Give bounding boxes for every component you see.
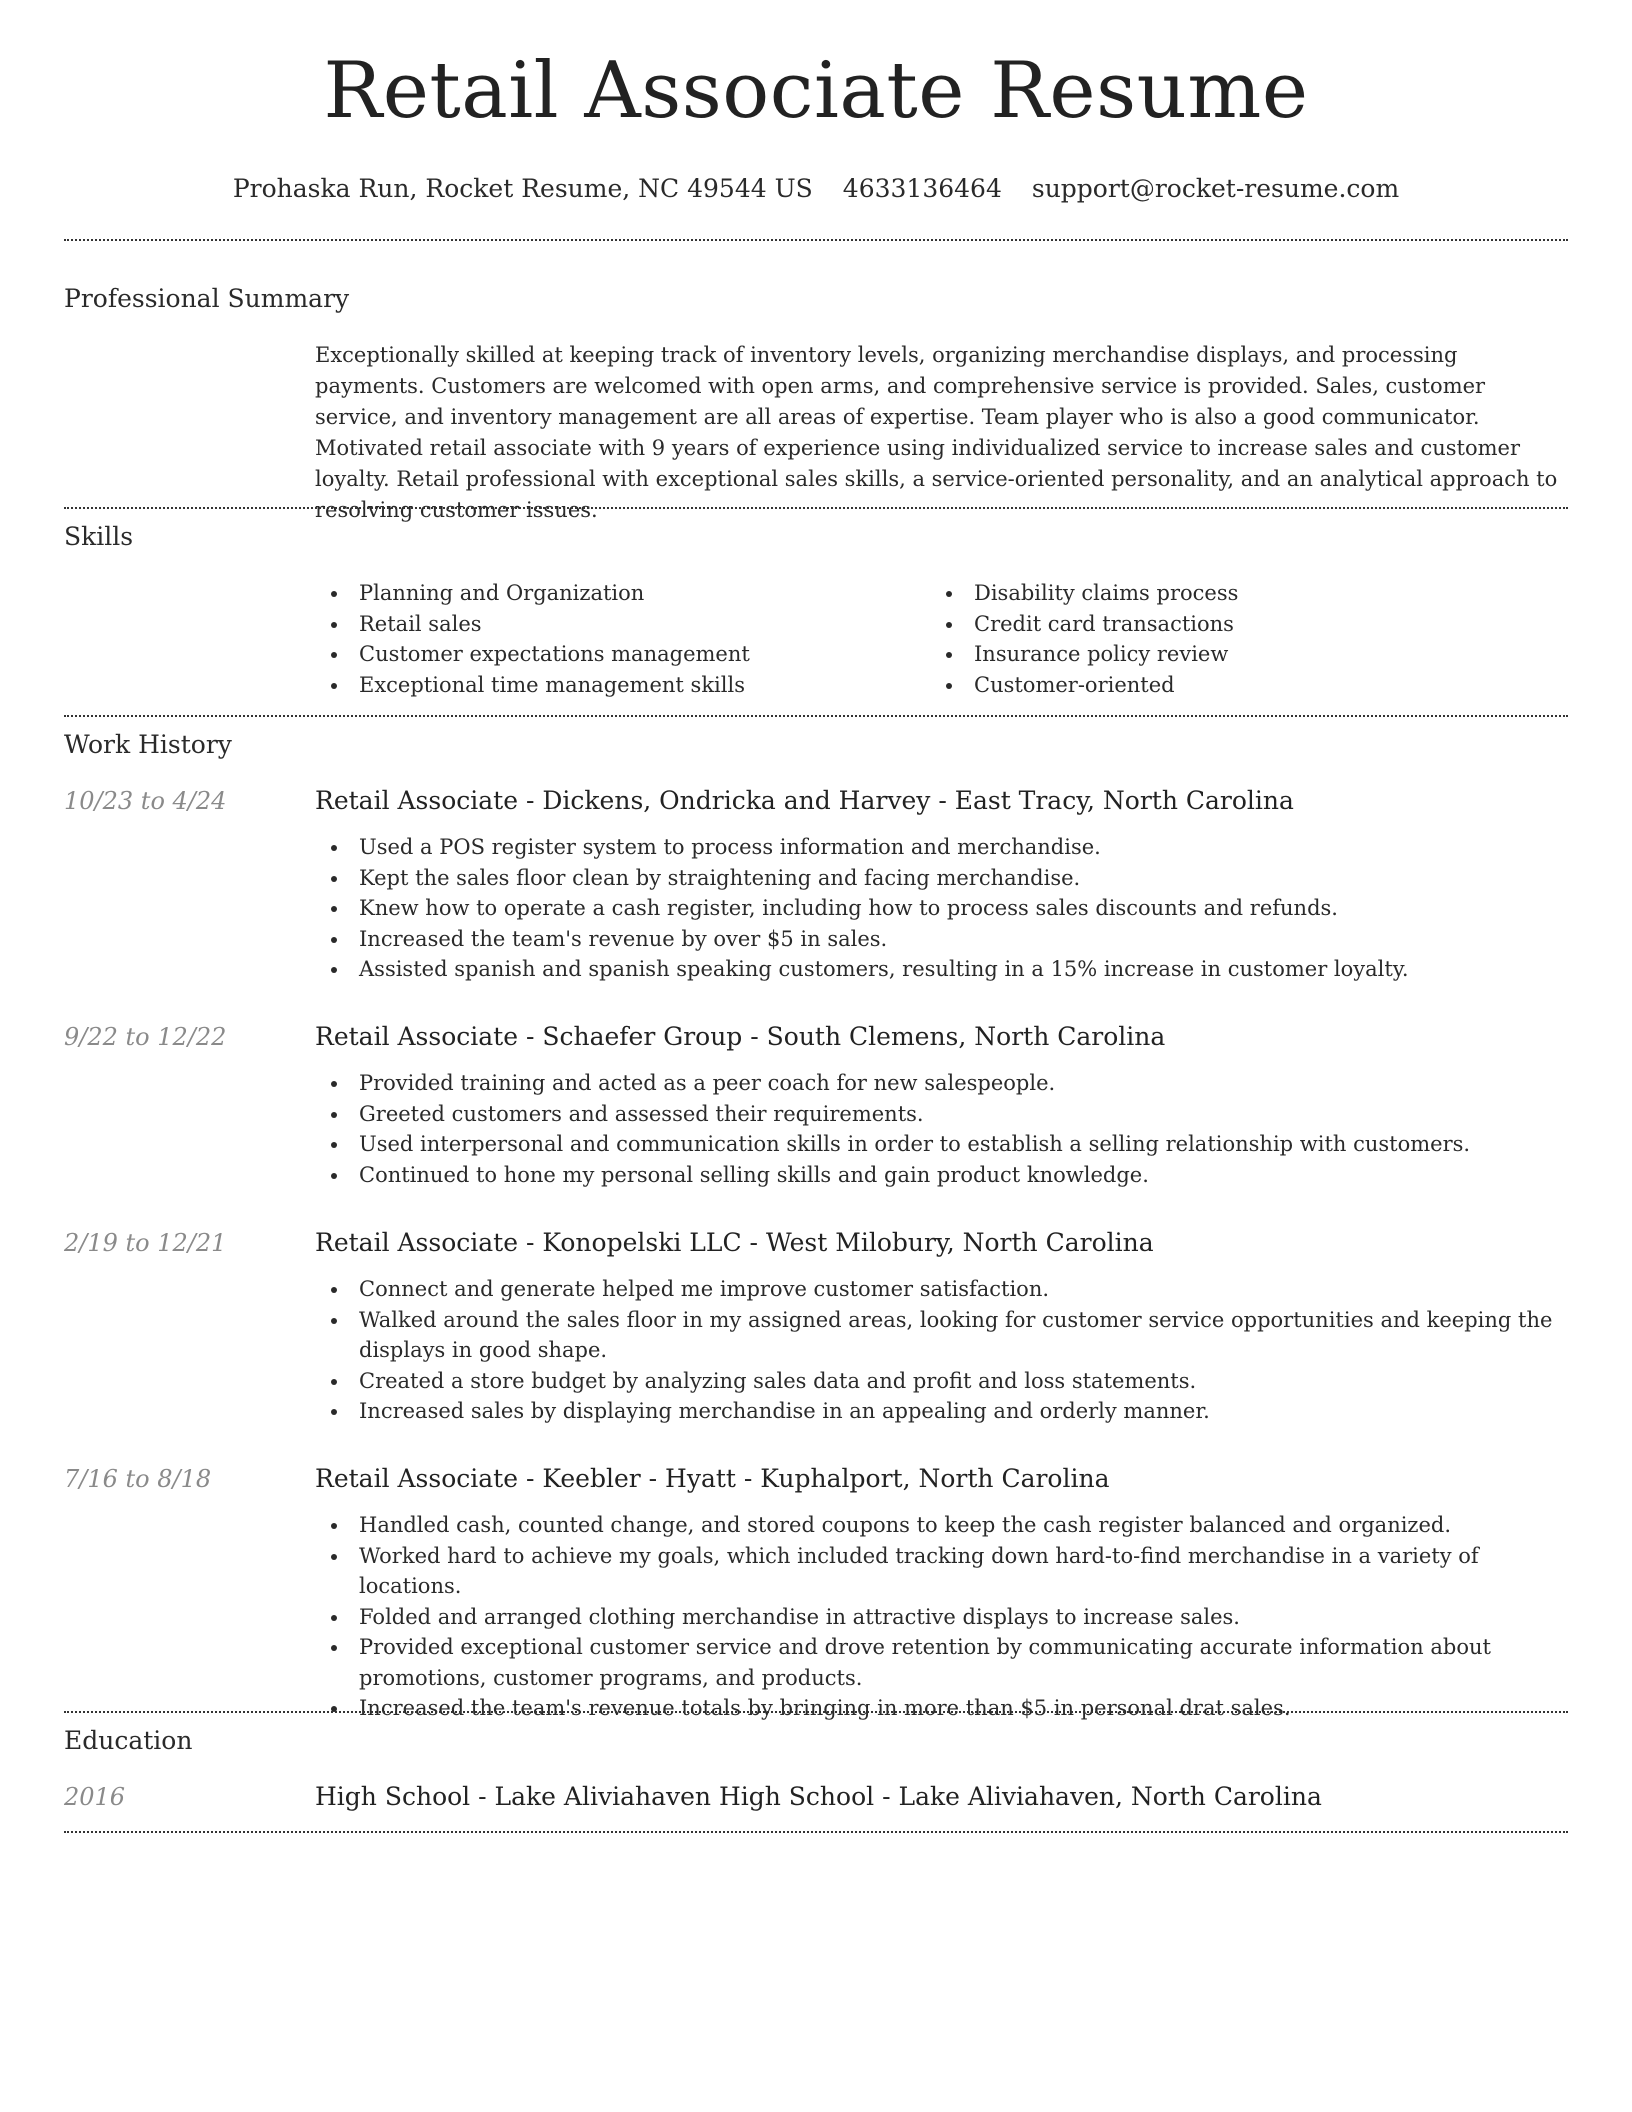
contact-phone: 4633136464	[842, 174, 1002, 203]
contact-address: Prohaska Run, Rocket Resume, NC 49544 US	[232, 174, 813, 203]
skill-item: Retail sales	[315, 609, 930, 640]
job-bullet: Greeted customers and assessed their requirements.	[315, 1099, 1568, 1130]
job-bullet: Assisted spanish and spanish speaking customers, resulting in a 15% increase in customer loyalty.	[315, 954, 1568, 985]
job-bullet: Continued to hone my personal selling skills and gain product knowledge.	[315, 1160, 1568, 1191]
job-title: Retail Associate - Konopelski LLC - West Milobury, North Carolina	[315, 1228, 1154, 1257]
job-dates: 9/22 to 12/22	[64, 1023, 227, 1051]
job-bullets	[315, 832, 1568, 985]
education-entry	[315, 1780, 1568, 1828]
job-title: Retail Associate - Keebler - Hyatt - Kuphalport, North Carolina	[315, 1464, 1110, 1493]
job-bullet: Used a POS register system to process information and merchandise.	[315, 832, 1568, 863]
summary-text: Exceptionally skilled at keeping track of inventory levels, organizing merchandise displays, and processing payments. Customers are welcomed with open arms, and comprehensive service is provided. Sales, customer service, and inventory management are all areas of expertise. Team player who is also a good communicator. Motivated retail associate with 9 years of experience using individualized service to increase sales and customer loyalty. Retail professional with exceptional sales skills, a service-oriented personality, and an analytical approach to resolving customer issues.	[315, 343, 1558, 522]
job-bullet: Provided training and acted as a peer coach for new salespeople.	[315, 1068, 1568, 1099]
resume-title: Retail Associate Resume	[323, 46, 1309, 136]
divider	[64, 507, 1568, 509]
job-entry	[315, 784, 1568, 985]
job-bullet: Knew how to operate a cash register, including how to process sales discounts and refunds.	[315, 893, 1568, 924]
divider	[64, 239, 1568, 241]
education-date: 2016	[64, 1783, 126, 1811]
section-heading-skills: Skills	[64, 522, 134, 551]
skill-item: Insurance policy review	[930, 639, 1545, 670]
job-bullet: Handled cash, counted change, and stored coupons to keep the cash register balanced and organized.	[315, 1510, 1568, 1541]
divider	[64, 715, 1568, 717]
job-bullet: Increased the team's revenue totals by bringing in more than $5 in personal drat sales.	[315, 1693, 1568, 1724]
section-heading-work-history: Work History	[64, 730, 232, 759]
education-title: High School - Lake Aliviahaven High School - Lake Aliviahaven, North Carolina	[315, 1782, 1322, 1811]
skill-item: Customer expectations management	[315, 639, 930, 670]
skill-item: Exceptional time management skills	[315, 670, 930, 701]
contact-email[interactable]: support@rocket-resume.com	[1031, 174, 1400, 203]
job-bullet: Folded and arranged clothing merchandise in attractive displays to increase sales.	[315, 1602, 1568, 1633]
job-title: Retail Associate - Schaefer Group - South Clemens, North Carolina	[315, 1022, 1166, 1051]
job-dates: 7/16 to 8/18	[64, 1465, 212, 1493]
skill-item: Planning and Organization	[315, 578, 930, 609]
job-bullet: Increased sales by displaying merchandise in an appealing and orderly manner.	[315, 1396, 1568, 1427]
job-bullet: Kept the sales floor clean by straightening and facing merchandise.	[315, 863, 1568, 894]
job-dates: 10/23 to 4/24	[64, 787, 227, 815]
section-heading-summary: Professional Summary	[64, 284, 350, 313]
contact-line	[64, 172, 1568, 206]
job-bullet: Provided exceptional customer service and drove retention by communicating accurate information about promotions, customer programs, and products.	[315, 1632, 1568, 1693]
section-heading-education: Education	[64, 1726, 193, 1755]
divider	[64, 1711, 1568, 1713]
skills-list	[315, 578, 1568, 700]
skills-column-left	[315, 578, 930, 700]
job-bullet: Increased the team's revenue by over $5 in sales.	[315, 924, 1568, 955]
job-bullet: Used interpersonal and communication skills in order to establish a selling relationship with customers.	[315, 1129, 1568, 1160]
resume-page	[64, 0, 1568, 2112]
divider	[64, 1831, 1568, 1833]
job-entry	[315, 1226, 1568, 1427]
job-bullets	[315, 1274, 1568, 1427]
job-bullet: Worked hard to achieve my goals, which included tracking down hard-to-find merchandise in a variety of locations.	[315, 1541, 1568, 1602]
job-bullet: Walked around the sales floor in my assigned areas, looking for customer service opportunities and keeping the displays in good shape.	[315, 1305, 1568, 1366]
job-entry	[315, 1462, 1568, 1724]
job-dates: 2/19 to 12/21	[64, 1229, 227, 1257]
job-bullet: Created a store budget by analyzing sales data and profit and loss statements.	[315, 1366, 1568, 1397]
skill-item: Disability claims process	[930, 578, 1545, 609]
job-bullets	[315, 1068, 1568, 1190]
skills-column-right	[930, 578, 1545, 700]
job-title: Retail Associate - Dickens, Ondricka and Harvey - East Tracy, North Carolina	[315, 786, 1294, 815]
skill-item: Customer-oriented	[930, 670, 1545, 701]
job-bullet: Connect and generate helped me improve customer satisfaction.	[315, 1274, 1568, 1305]
job-bullets	[315, 1510, 1568, 1724]
job-entry	[315, 1020, 1568, 1190]
skill-item: Credit card transactions	[930, 609, 1545, 640]
